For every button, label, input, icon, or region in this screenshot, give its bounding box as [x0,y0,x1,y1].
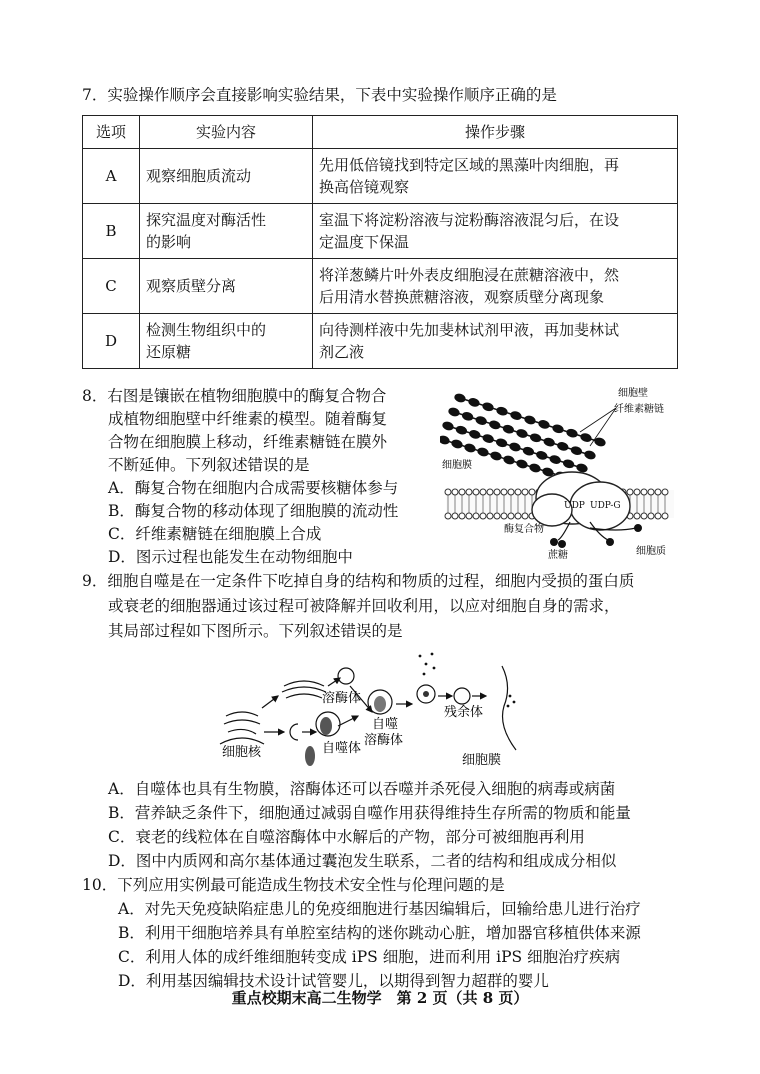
q7-table [82,115,678,369]
q8-option-a: A．酶复合物在细胞内合成需要核糖体参与 [108,479,399,497]
q9-stem-line: 其局部过程如下图所示。下列叙述错误的是 [108,622,403,640]
table-row [83,314,678,369]
table-row [83,204,678,259]
q9-option-d: D．图中内质网和高尔基体通过囊泡发生联系，二者的结构和组成成分相似 [108,852,617,870]
sucrose-label: 蔗糖 [548,550,568,560]
row-steps [313,259,678,314]
steps-line: 定温度下保温 [319,233,410,251]
cellulose-chains [440,393,606,485]
q9-option-b: B．营养缺乏条件下，细胞通过减弱自噬作用获得维持生存所需的物质和能量 [108,804,631,822]
residual-body [454,688,470,704]
row-steps [313,149,678,204]
cytoplasm-label: 细胞质 [636,546,666,557]
residue [423,691,429,697]
q9-stem-line: 或衰老的细胞器通过该过程可被降解并回收利用，以应对细胞自身的需求， [108,597,620,615]
cellulose-chain-label: 纤维素糖链 [614,404,664,415]
table-row [83,259,678,314]
row-steps [313,314,678,369]
lysosome-label: 溶酶体 [322,691,362,706]
nucleus-edge [220,738,264,744]
fructose-molecule [606,538,614,546]
cell-wall-label: 细胞壁 [618,388,648,399]
content-line: 检测生物组织中的 [146,321,267,339]
autolysosome-label-2: 溶酶体 [364,733,404,748]
nucleus-label: 细胞核 [222,745,262,760]
cell-membrane-label: 细胞膜 [462,753,502,768]
q8-stem-line: 不断延伸。下列叙述错误的是 [108,456,310,474]
engulfed-mitochondrion [374,696,386,712]
q10-option-d: D．利用基因编辑技术设计试管婴儿，以期得到智力超群的婴儿 [118,972,549,990]
q9-option-c: C．衰老的线粒体在自噬溶酶体中水解后的产物，部分可被细胞再利用 [108,828,585,846]
phagophore [290,724,298,740]
q8-option-b: B．酶复合物的移动体现了细胞膜的流动性 [108,502,399,520]
residual-body-label: 残余体 [444,705,484,720]
autolysosome-label-1: 自噬 [372,717,399,732]
q8-option-c: C．纤维素糖链在细胞膜上合成 [108,525,322,543]
cellulose-synthesis-figure [440,380,688,560]
q8-stem-line: 合物在细胞膜上移动，纤维素糖链在膜外 [108,433,388,451]
q9-stem-line: 9．细胞自噬是在一定条件下吃掉自身的结构和物质的过程，细胞内受损的蛋白质 [82,572,635,590]
glucose-molecule [634,524,642,532]
page-footer: 重点校期末高二生物学 第 2 页（共 8 页） [231,989,529,1007]
lysosome [338,668,354,684]
damaged-mitochondrion [320,717,332,735]
q10-option-b: B．利用干细胞培养具有单腔室结构的迷你跳动心脏，增加器官移植供体来源 [118,924,641,942]
row-option: A [83,149,140,204]
mitochondrion [305,746,315,766]
arrow [262,696,278,708]
endoplasmic-reticulum [224,712,260,734]
table-row [83,149,678,204]
steps-line: 先用低倍镜找到特定区域的黑藻叶肉细胞，再 [319,156,620,174]
steps-line: 室温下将淀粉溶液与淀粉酶溶液混匀后，在设 [319,211,620,229]
content-line: 探究温度对酶活性 [146,211,267,229]
q10-option-a: A．对先天免疫缺陷症患儿的免疫细胞进行基因编辑后，回输给患儿进行治疗 [118,900,641,918]
q10-option-c: C．利用人体的成纤维细胞转变成 iPS 细胞，进而利用 iPS 细胞治疗疾病 [118,948,621,966]
cell-membrane [502,666,516,750]
steps-line: 换高倍镜观察 [319,178,410,196]
header-steps: 操作步骤 [313,116,678,149]
enzyme-complex-label: 酶复合物 [504,524,544,535]
sucrose-molecule [550,538,558,546]
content-line: 的影响 [146,233,192,251]
q10-stem: 10．下列应用实例最可能造成生物技术安全性与伦理问题的是 [82,876,505,894]
membrane-label: 细胞膜 [442,460,472,471]
header-option: 选项 [83,116,140,149]
udpg-label: UDP-G [590,501,621,511]
q8-stem-line: 成植物细胞壁中纤维素的模型。随着酶复 [108,410,388,428]
header-content: 实验内容 [140,116,313,149]
steps-line: 剂乙液 [319,343,365,361]
autophagosome-label: 自噬体 [322,741,362,756]
steps-line: 向待测样液中先加斐林试剂甲液，再加斐林试 [319,321,620,339]
content-line: 还原糖 [146,343,192,361]
q9-option-a: A．自噬体也具有生物膜，溶酶体还可以吞噬并杀死侵入细胞的病毒或病菌 [108,780,616,798]
table-header-row [83,116,678,149]
row-content [140,149,313,204]
sucrose-molecule [558,540,566,548]
row-option: B [83,204,140,259]
autophagy-figure [212,646,542,770]
steps-line: 将洋葱鳞片叶外表皮细胞浸在蔗糖溶液中，然 [319,266,620,284]
row-option: C [83,259,140,314]
row-steps [313,204,678,259]
q7-stem: 7．实验操作顺序会直接影响实验结果，下表中实验操作顺序正确的是 [82,86,557,104]
content-line: 观察细胞质流动 [146,167,252,185]
steps-line: 后用清水替换蔗糖溶液，观察质壁分离现象 [319,288,605,306]
row-content [140,259,313,314]
q8-stem-line: 8．右图是镶嵌在植物细胞膜中的酶复合物合 [82,387,387,405]
udp-label: UDP [564,501,585,511]
golgi-apparatus [282,681,326,698]
row-option: D [83,314,140,369]
q8-option-d: D．图示过程也能发生在动物细胞中 [108,548,353,566]
content-line: 观察质壁分离 [146,277,237,295]
arrow [338,716,358,726]
row-content [140,314,313,369]
row-content [140,204,313,259]
